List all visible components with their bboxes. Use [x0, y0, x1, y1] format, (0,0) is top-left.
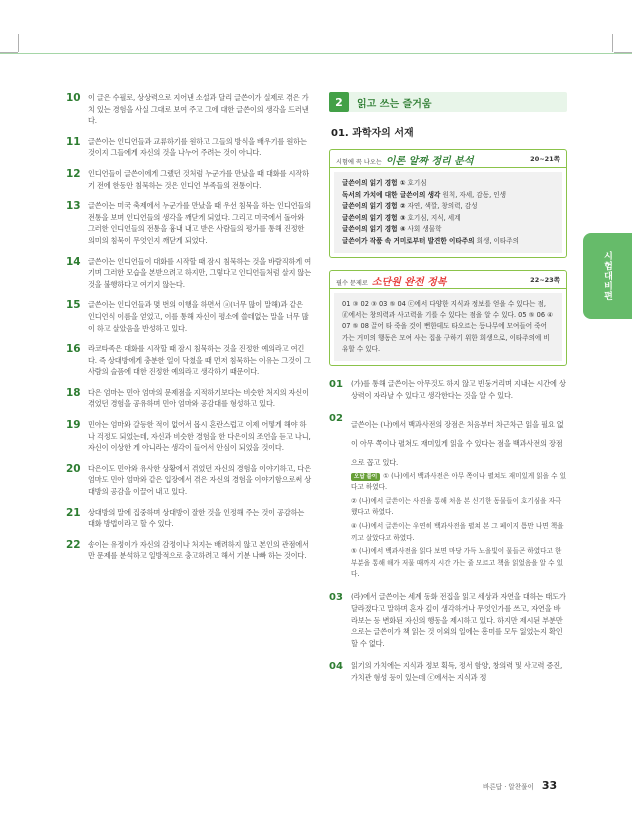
item-text: 글쓴이는 인디언들과 몇 번의 이행을 하면서 ⓐ(너무 많이 말해)과 같은 인디언식 이름을 얻었고, 이를 통해 자신이 평소에 쓸데없는 말을 너무 많이 하고 살았음을 반성하고 있다.	[88, 300, 309, 333]
answer-key-body	[334, 293, 562, 361]
item-number: 22	[66, 538, 81, 551]
answer-item	[66, 387, 311, 410]
answer-item	[66, 343, 311, 378]
item-number: 21	[66, 506, 81, 519]
item-text: 인디언들이 글쓴이에게 그랬던 것처럼 누군가를 만났을 때 대화를 시작하기 전에 한동안 침묵하는 것은 인디언 부족들의 전통이다.	[88, 168, 309, 190]
answer-item	[66, 256, 311, 291]
item-text: 글쓴이는 (나)에서 백과사전의 장점은 처음부터 차근차근 읽을 필요 없이 아무 쪽이나 펼쳐도 재미있게 읽을 수 있다는 점을 백과사전의 장점으로 꼽고 있다.	[351, 419, 564, 467]
top-rule	[0, 53, 632, 54]
item-number: 18	[66, 386, 81, 399]
summary-line: 글쓴이가 작품 속 거미로부터 발견한 이타주의 희생, 이타주의	[342, 236, 520, 245]
item-text: 글쓴이는 미국 축제에서 누군가를 만났을 때 우선 침묵을 하는 인디언들의 전통을 보며 인디언들의 생각을 깨닫게 되었다. 그리고 미국에서 돌아와 그러한 인디언들의 전통을 흉내 내고 받은 사람들의 평가를 통해 진정한 의미의 침묵이 무엇인지 깨닫게 되었다.	[88, 201, 312, 245]
item-number: 13	[66, 200, 81, 213]
item-number: 14	[66, 255, 81, 268]
answer-item	[66, 136, 311, 159]
item-text: 글쓴이는 인디언들이 대화를 시작할 때 잠시 침묵하는 것을 바람직하게 여기며 그러한 모습을 본받으려고 하지만, 그렇다고 인디언들처럼 살지 않는 것을 불행하다고 여기지 않는다.	[88, 256, 312, 289]
summary-line: 독서의 가치에 대한 글쓴이의 생각 원칙, 자세, 감동, 인생	[342, 190, 507, 199]
item-number: 02	[329, 412, 343, 424]
summary-line: 글쓴이의 읽기 경험 ① 호기심	[342, 179, 427, 187]
answer-item	[329, 591, 567, 650]
item-number: 10	[66, 92, 81, 104]
wrong-answer-note: ② (나)에서 글쓴이는 사진을 통해 처음 본 신기한 동물들이 호기심을 자극했다고 하였다.	[351, 496, 562, 517]
crop-mark	[614, 52, 632, 53]
wrong-answer-note: ④ (나)에서 글쓴이는 우연히 백과사전을 펼쳐 본 그 페이지 틈만 나면 책을 끼고 살았다고 하였다.	[351, 521, 564, 542]
item-text: (라)에서 글쓴이는 세계 동화 전집을 읽고 세상과 자연을 대하는 태도가 달라졌다고 말하며 혼자 깊이 생각하거나 무엇인가를 쓰고, 자연을 바라보는 등 변화된 자신의 행동을 제시하고 있다. 하지만 제시된 부분만으로는 글쓴이가 책 읽는 것 이외의 일에는 흥미를 모두 잃었는지 확인할 수 없다.	[351, 591, 566, 649]
answer-item	[66, 463, 311, 498]
item-text: 읽기의 가치에는 지식과 정보 획득, 정서 함양, 창의력 및 사고력 증진, 가치관 형성 등이 있는데 ⓒ에서는 지식과 정	[351, 660, 563, 682]
answer-item	[66, 299, 311, 334]
side-tab-label: 시험대비편	[602, 251, 612, 301]
box-label: 시험에 꼭 나오는	[336, 159, 382, 166]
answer-item	[66, 539, 311, 562]
page-footer	[483, 779, 557, 792]
answer-item	[66, 419, 311, 454]
section-number: 2	[329, 92, 349, 112]
section-title: 읽고 쓰는 즐거움	[357, 98, 432, 110]
lesson-title: 01. 과학자의 서재	[331, 128, 414, 139]
answer-key-text: 01 ③ 02 ③ 03 ⑤ 04 ⓒ에서 다양한 지식과 정보를 얻을 수 있다는 점, ⓓ에서는 창의력과 사고력을 기를 수 있다는 점을 알 수 있다. 05 ⑤ 06 ④ 07 ⑤ 08 끌어 타 죽을 것이 뻔한데도 타오르는 등나무에 모여들어 죽어 가는 거미의 행동은 모여 사는 집을 구하기 위한 희생으로, 이타주의에 비유할 수 있다.	[342, 300, 554, 353]
page-number: 33	[541, 779, 558, 792]
answer-item	[66, 168, 311, 191]
item-number: 11	[66, 135, 81, 148]
footer-label: 바른답 · 알찬풀이	[483, 782, 534, 791]
summary-line: 글쓴이의 읽기 경험 ④ 사회 생물학	[342, 225, 442, 233]
summary-line: 글쓴이의 읽기 경험 ② 자연, 색깔, 창의력, 감성	[342, 202, 478, 210]
item-text: (가)를 통해 글쓴이는 아무것도 하지 않고 빈둥거리며 지내는 시간에 상상력이 자라날 수 있다고 생각한다는 것을 알 수 있다.	[351, 379, 566, 400]
side-tab[interactable]	[583, 233, 632, 319]
summary-box	[329, 149, 567, 258]
crop-mark	[18, 34, 19, 52]
item-number: 12	[66, 167, 81, 180]
answer-item	[329, 412, 567, 581]
answer-item	[66, 200, 311, 246]
section-header	[329, 92, 567, 112]
answer-key-header	[330, 271, 566, 289]
wrong-answer-note: ⑤ (나)에서 백과사전을 읽다 보면 마당 가득 노을빛이 물들곤 하였다고 한 부분을 통해 해가 저물 때까지 시간 가는 줄 모르고 책을 읽었음을 알 수 있다.	[351, 547, 563, 579]
item-number: 19	[66, 419, 81, 432]
answer-item	[329, 378, 567, 402]
summary-box-body	[334, 172, 562, 253]
wrong-answer-badge: 오답 풀이	[351, 473, 380, 481]
item-number: 04	[329, 660, 343, 672]
page-range: 20~21쪽	[530, 155, 560, 163]
answer-key-box	[329, 270, 567, 366]
item-text: 다은 엄마는 민아 엄마의 문제점을 지적하기보다는 비슷한 처지의 자신이 겪었던 경험을 공유하며 민아 엄마와 공감대를 형성하고 있다.	[88, 387, 309, 409]
summary-line: 글쓴이의 읽기 경험 ③ 호기심, 지식, 세계	[342, 213, 461, 222]
answer-item	[66, 92, 311, 127]
item-text: 다은이도 민아와 유사한 상황에서 겪었던 자신의 경험을 이야기하고, 다은 엄마도 민아 엄마와 같은 입장에서 겪은 자신의 경험을 이야기함으로써 상대방의 공감을 이끌어 내고 있다.	[88, 463, 312, 497]
item-number: 16	[66, 343, 81, 356]
item-text: 이 글은 수필로, 상상력으로 지어낸 소설과 달리 글쓴이가 실제로 겪은 가치 있는 경험을 사실 그대로 보여 주고 그에 대한 글쓴이의 생각을 드러낸다.	[88, 93, 309, 126]
item-number: 15	[66, 299, 81, 312]
box-label: 필수 문제로	[336, 280, 368, 287]
item-text: 상대방의 말에 집중하며 상대방이 잘한 것을 인정해 주는 것이 공감하는 대화 방법이라고 할 수 있다.	[88, 507, 305, 529]
answer-item	[66, 507, 311, 530]
item-number: 03	[329, 591, 343, 603]
item-number: 20	[66, 462, 81, 475]
box-brand: 이론 알짜 정리 분석	[385, 156, 474, 167]
item-text: 송이는 유정이가 자신의 감정이나 처지는 배려하지 않고 본인의 관점에서만 문제를 분석하고 일방적으로 충고하려고 해서 기분 나빠 하는 것이다.	[88, 539, 309, 561]
answer-item	[329, 660, 567, 684]
item-text: 민아는 엄마와 갈등한 적이 없어서 몹시 혼란스럽고 이제 어떻게 해야 하나 걱정도 되었는데, 자신과 비슷한 경험을 한 다은이의 조언을 듣고 나니, 자신이 이상한 게 아니라는 생각이 들어서 안심이 되었을 것이다.	[88, 420, 311, 453]
wrong-answer-note: 오답 풀이 ① (나)에서 백과사전은 아무 쪽이나 펼쳐도 재미있게 읽을 수 있다고 하였다.	[351, 471, 566, 492]
summary-box-header	[330, 150, 566, 168]
item-number: 01	[329, 379, 343, 391]
answer-column-right	[329, 92, 567, 694]
item-text: 라코타족은 대화를 시작할 때 잠시 침묵하는 것을 진정한 예의라고 여긴다. 즉 상대방에게 충분한 일이 닥쳤을 때 먼저 침묵하는 이유는 그것이 그 사람의 슬픔에 대한 진정한 예의라고 생각하기 때문이다.	[88, 344, 311, 377]
box-brand: 소단원 완전 정복	[371, 277, 447, 288]
page-range: 22~23쪽	[530, 276, 560, 284]
item-text: 글쓴이는 인디언들과 교류하기를 원하고 그들의 방식을 배우기를 원하는 것이지 그들에게 자신의 것을 나누어 주려는 것이 아니다.	[88, 136, 307, 158]
answer-column-left	[66, 92, 311, 571]
crop-mark	[612, 34, 613, 52]
crop-mark	[0, 52, 18, 53]
